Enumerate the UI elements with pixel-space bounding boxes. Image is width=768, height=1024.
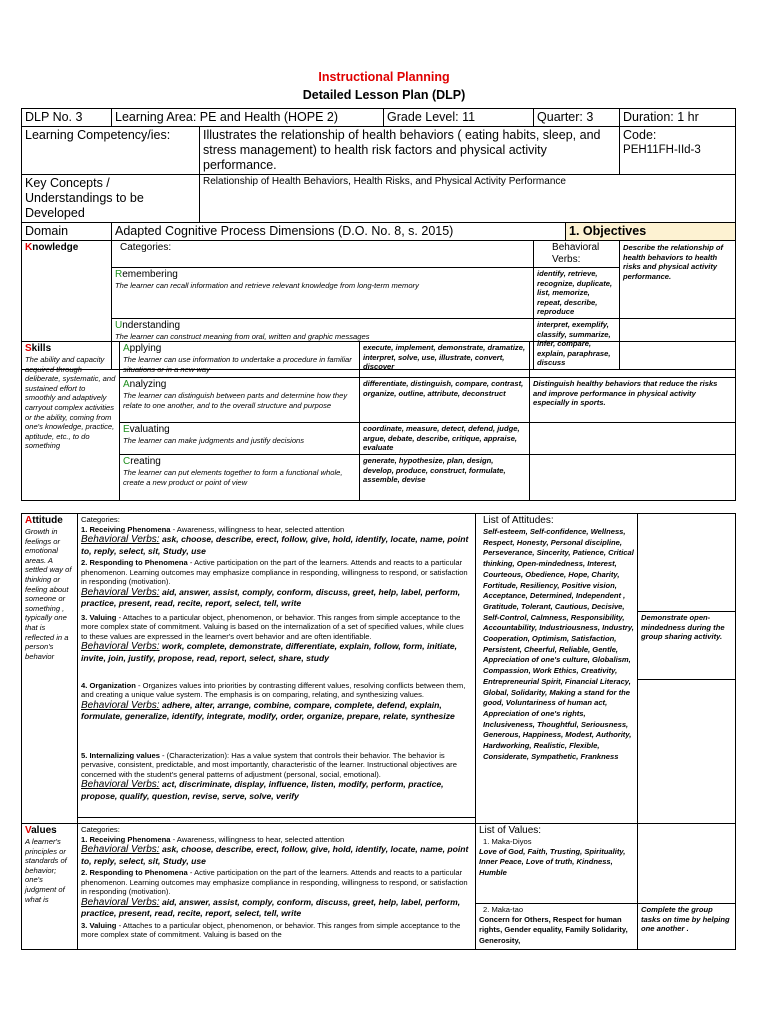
attitude-desc: Growth in feelings or emotional areas. A settled way of thinking or feeling about someone or something , typically one that is reflected in a person's behavior bbox=[25, 527, 72, 661]
remembering-title: Remembering bbox=[115, 269, 178, 280]
acpd-label: Adapted Cognitive Process Dimensions (D.O. No. 8, s. 2015) bbox=[112, 223, 566, 241]
maka-tao-label: 2. Maka-tao bbox=[483, 905, 524, 914]
document-subtitle: Detailed Lesson Plan (DLP) bbox=[302, 88, 466, 102]
skills-objective: Distinguish healthy behaviors that reduce the risks and improve performance in physical activity especially in sports. bbox=[530, 378, 736, 423]
values-list-label: List of Values: bbox=[479, 825, 542, 836]
code-value: PEH11FH-IId-3 bbox=[623, 144, 701, 156]
learning-area: Learning Area: PE and Health (HOPE 2) bbox=[112, 109, 384, 127]
code-label: Code: bbox=[623, 128, 657, 142]
values-receiving: 1. Receiving Phenomena - Awareness, willingness to hear, selected attention bbox=[81, 834, 345, 844]
attitude-list-cell bbox=[476, 514, 638, 824]
knowledge-domain: Knowledge bbox=[22, 241, 112, 370]
maka-diyos-cell bbox=[476, 824, 638, 904]
key-concepts-text: Relationship of Health Behaviors, Health Risks, and Physical Activity Performance bbox=[200, 175, 736, 223]
skills-domain bbox=[22, 342, 120, 501]
knowledge-verbs-label: Behavioral Verbs: bbox=[534, 241, 620, 268]
quarter: Quarter: 3 bbox=[534, 109, 620, 127]
attitude-domain bbox=[22, 514, 78, 824]
understanding-verbs: interpret, exemplify, classify, summarize, infer, compare, explain, paraphrase, discuss bbox=[534, 318, 620, 369]
attitude-objective: Demonstrate open-mindedness during the group sharing activity. bbox=[638, 612, 736, 680]
maka-tao-list: Concern for Others, Respect for human rights, Gender equality, Family Solidarity, Generosity, bbox=[479, 914, 628, 945]
values-title: Values bbox=[25, 825, 57, 836]
evaluating-title: Evaluating bbox=[123, 424, 170, 435]
understanding-title: Understanding bbox=[115, 319, 181, 331]
domain-label: Domain bbox=[22, 223, 112, 241]
skills-table bbox=[21, 341, 736, 501]
creating-desc: The learner can put elements together to form a functional whole, create a new product or point of view bbox=[123, 468, 343, 487]
lesson-info-table bbox=[21, 108, 736, 370]
attitude-list-label: List of Attitudes: bbox=[483, 515, 554, 526]
applying-verbs: execute, implement, demonstrate, dramatize, interpret, solve, use, illustrate, convert, discover bbox=[360, 342, 530, 378]
values-valuing: 3. Valuing - Attaches to a particular object, phenomenon, or behavior. This ranges from simple acceptance to the more complex state of commitment. Valuing is based on the bbox=[81, 920, 461, 940]
attitude-list: Self-esteem, Self-confidence, Wellness, Respect, Honesty, Personal discipline, Perseverance, Sincerity, Patience, Critical thinking, Open-mindedness, Interest, Courteous, Obedience, Hope, Charity, Fortitude, Resiliency, Positive vision, Acceptance, Determined, Independent , Gratitude, Tolerant, Cautious, Decisive, Self-Control, Calmness, Responsibility, Accountability, Industriousness, Industry, Cooperation, Optimism, Satisfaction, Persistent, Cheerful, Reliable, Gentle, Appreciation of one's culture, Globalism, Compassion, Work Ethics, Creativity, Entrepreneurial Spirit, Financial Literacy, Global, Solidarity, Making a stand for the good, Voluntariness of human act, Appreciation of one's rights, Inclusiveness, Thoughtful, Seriousness, Generous, Happiness, Modest, Authority, Hardworking, Realistic, Flexible, Considerate, Sympathetic, Frankness bbox=[483, 527, 634, 761]
attitude-internalizing-verbs: Behavioral Verbs: act, discriminate, display, influence, listen, modify, perform, practice, propose, qualify, question, revise, serve, solve, verify bbox=[81, 779, 444, 801]
skills-title: Skills bbox=[25, 343, 52, 354]
attitude-categories-label: Categories: bbox=[81, 515, 120, 524]
attitude-receiving-verbs: Behavioral Verbs: ask, choose, describe, erect, follow, give, hold, identify, locate, name, point to, reply, select, sit, Study, use bbox=[81, 534, 469, 556]
attitude-organization-verbs: Behavioral Verbs: adhere, alter, arrange, combine, compare, complete, defend, explain, formulate, generalize, identify, integrate, modify, order, organize, prepare, relate, synthesize bbox=[81, 699, 455, 722]
attitude-responding: 2. Responding to Phenomena - Active participation on the part of the learners. Attends and reacts to a particular phenomenon. Learning outcomes may emphasize compliance in responding, willingness to respond, or satisfaction in responding (motivation). bbox=[81, 558, 468, 587]
values-objective: Complete the group tasks on time by helping one another . bbox=[638, 904, 736, 950]
knowledge-categories-label: Categories: bbox=[112, 241, 534, 268]
attitude-receiving: 1. Receiving Phenomena - Awareness, willingness to hear, selected attention bbox=[81, 524, 345, 534]
duration: Duration: 1 hr bbox=[620, 109, 736, 127]
maka-diyos-label: 1. Maka-Diyos bbox=[483, 837, 532, 846]
remembering-desc: The learner can recall information and retrieve relevant knowledge from long-term memory bbox=[115, 281, 419, 290]
remembering-verbs: identify, retrieve, recognize, duplicate, list, memorize, repeat, describe, reproduce bbox=[534, 268, 620, 319]
grade-level: Grade Level: 11 bbox=[384, 109, 534, 127]
analyzing-cell bbox=[120, 378, 360, 423]
attitude-valuing-verbs: Behavioral Verbs: work, complete, demonstrate, differentiate, explain, follow, form, initiate, invite, join, justify, propose, read, report, select, share, study bbox=[81, 641, 458, 663]
code-cell bbox=[620, 127, 736, 175]
key-concepts-label: Key Concepts / Understandings to be Developed bbox=[22, 175, 200, 223]
applying-title: Applying bbox=[123, 343, 162, 354]
creating-cell bbox=[120, 455, 360, 501]
evaluating-desc: The learner can make judgments and justify decisions bbox=[123, 436, 305, 445]
attitude-categories-top bbox=[78, 514, 476, 612]
applying-desc: The learner can use information to undertake a procedure in familiar situations or in a new way bbox=[123, 355, 352, 374]
creating-title: Creating bbox=[123, 456, 161, 467]
values-domain bbox=[22, 824, 78, 950]
values-objective-empty-top bbox=[638, 824, 736, 904]
values-categories-label: Categories: bbox=[81, 825, 120, 834]
values-responding: 2. Responding to Phenomena - Active participation on the part of the learners. Attends and reacts to a particular phenomenon. Learning outcomes may emphasize compliance in responding, willingness to respond, or satisfaction in responding (motivation). bbox=[81, 868, 468, 897]
attitude-objective-empty-bottom bbox=[638, 680, 736, 824]
evaluating-verbs: coordinate, measure, detect, defend, judge, argue, debate, describe, critique, appraise, evaluate bbox=[360, 423, 530, 455]
objectives-heading: 1. Objectives bbox=[566, 223, 736, 241]
attitude-values-table bbox=[21, 513, 736, 950]
analyzing-desc: The learner can distinguish between parts and determine how they relate to one another, and to the overall structure and purpose bbox=[123, 391, 348, 410]
attitude-organization: 4. Organization - Organizes values into priorities by contrasting different values, resolving conflicts between them, and creating a unique value system. The emphasis is on comparing, relating, and synthesizing values. Behavioral Verbs: adhere, alter, arrange, combine, compare, complete, defend, explain, formulate, generalize, identify, integrate, modify, order, organize, prepare, relate, synthesize bbox=[78, 680, 476, 750]
attitude-valuing: 3. Valuing - Attaches to a particular object, phenomenon, or behavior. This ranges from simple acceptance to the more complex state of commitment. Valuing is based on the internalization of a set of specified values, while clues to these values are expressed in the learner's overt behavior and are often identifiable. Behavioral Verbs: work, complete, demonstrate, differentiate, explain, follow, form, initiate, invite, join, justify, propose, read, report, select, share, study bbox=[78, 612, 476, 680]
values-desc: A learner's principles or standards of behavior; one's judgment of what is bbox=[25, 837, 67, 904]
applying-objective bbox=[530, 342, 736, 378]
attitude-title: Attitude bbox=[25, 515, 63, 526]
creating-objective bbox=[530, 455, 736, 501]
values-responding-verbs: Behavioral Verbs: aid, answer, assist, comply, conform, discuss, greet, help, label, perform, practice, present, read, recite, report, select, tell, write bbox=[81, 896, 461, 919]
applying-cell bbox=[120, 342, 360, 378]
evaluating-cell bbox=[120, 423, 360, 455]
attitude-objective-empty-top bbox=[638, 514, 736, 612]
maka-diyos-list: Love of God, Faith, Trusting, Spirituality, Inner Peace, Love of truth, Kindness, Humble bbox=[479, 846, 626, 877]
skills-desc: The ability and capacity acquired through deliberate, systematic, and sustained effort to smoothly and adaptively carryout complex activities or the ability, coming from one's knowledge, practice, aptitude, etc., to do something bbox=[25, 355, 116, 451]
attitude-responding-verbs: Behavioral Verbs: aid, answer, assist, comply, conform, discuss, greet, help, label, perform, practice, present, read, recite, report, select, tell, write bbox=[81, 586, 461, 609]
knowledge-objective: Describe the relationship of health behaviors to health risks and physical activity performance. bbox=[620, 241, 736, 319]
evaluating-objective bbox=[530, 423, 736, 455]
values-categories bbox=[78, 824, 476, 950]
creating-verbs: generate, hypothesize, plan, design, develop, produce, construct, formulate, assemble, devise bbox=[360, 455, 530, 501]
analyzing-verbs: differentiate, distinguish, compare, contrast, organize, outline, attribute, deconstruct bbox=[360, 378, 530, 423]
learning-competency-text: Illustrates the relationship of health behaviors ( eating habits, sleep, and stress management) to health risk factors and physical activity performance. bbox=[200, 127, 620, 175]
attitude-internalizing: 5. Internalizing values - (Characterization): Has a value system that controls their behavior. The behavior is pervasive, consistent, predictable, and most importantly, characteristic of the learner. Instructional objectives are concerned with the student's general patterns of adjustment (personal, social, emotional). Behavioral Verbs: act, discriminate, display, influence, listen, modify, perform, practice, propose, qualify, question, revise, serve, solve, verify bbox=[78, 750, 476, 818]
maka-tao-cell bbox=[476, 904, 638, 950]
remembering-cell bbox=[112, 268, 534, 319]
document-title: Instructional Planning bbox=[318, 70, 450, 84]
understanding-desc: The learner can construct meaning from oral, written and graphic messages bbox=[115, 331, 370, 341]
learning-competency-label: Learning Competency/ies: bbox=[22, 127, 200, 175]
values-receiving-verbs: Behavioral Verbs: ask, choose, describe, erect, follow, give, hold, identify, locate, name, point to, reply, select, sit, Study, use bbox=[81, 844, 469, 866]
analyzing-title: Analyzing bbox=[123, 379, 167, 390]
dlp-number: DLP No. 3 bbox=[22, 109, 112, 127]
